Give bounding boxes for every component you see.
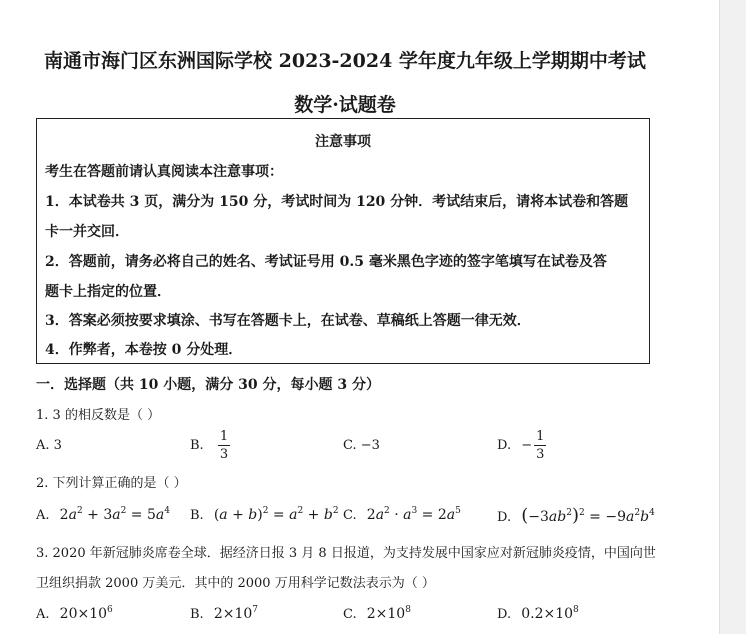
fraction: $\frac{1}{3}$: [536, 429, 545, 462]
notice-item-1a: 1．本试卷共 3 页，满分为 150 分，考试时间为 120 分钟．考试结束后，请将本试卷和答题: [45, 194, 629, 210]
q1-option-a: A. 3: [36, 438, 62, 453]
question-2-stem: 2. 下列计算正确的是（ ）: [36, 476, 187, 491]
exam-title: 南通市海门区东洲国际学校 2023-2024 学年度九年级上学期期中考试: [44, 50, 646, 72]
question-3-stem-line1: 3. 2020 年新冠肺炎席卷全球．据经济日报 3 月 8 日报道，为支持发展中国家应对新冠肺炎疫情，中国向世: [36, 546, 656, 561]
fraction: $\frac{1}{3}$: [219, 429, 229, 462]
notice-item-4: 4．作弊者，本卷按 0 分处理．: [45, 342, 243, 358]
q1-option-b: B. $\frac{1}{3}$: [190, 429, 229, 462]
q3-option-d: D. $0.2\times 10^8$: [497, 605, 579, 622]
q3-option-b: B. $2\times 10^7$: [190, 605, 259, 622]
question-3-stem-line2: 卫组织捐款 2000 万美元．其中的 2000 万用科学记数法表示为（ ）: [36, 576, 435, 591]
notice-item-1b: 卡一并交回．: [45, 224, 129, 240]
q2-option-b: B. $(a + b)^2 = a^2 + b^2$: [190, 506, 339, 523]
q1-option-c: C. −3: [343, 438, 380, 453]
notice-heading: 注意事项: [315, 134, 371, 150]
notice-item-2b: 题卡上指定的位置．: [45, 284, 171, 300]
q2-option-a: A. $2a^2 + 3a^2 = 5a^4$: [36, 506, 170, 523]
q2-option-c: C. $2a^2 \cdot a^3 = 2a^5$: [343, 506, 461, 523]
exam-subtitle: 数学·试题卷: [294, 94, 396, 116]
notice-intro: 考生在答题前请认真阅读本注意事项：: [45, 164, 283, 180]
q2-option-d: D. $(-3ab^2)^2 = -9a^2b^4$: [497, 505, 655, 526]
notice-item-3: 3．答案必须按要求填涂、书写在答题卡上，在试卷、草稿纸上答题一律无效．: [45, 313, 531, 329]
question-1-stem: 1. 3 的相反数是（ ）: [36, 408, 161, 423]
vertical-scrollbar[interactable]: [719, 0, 746, 634]
q3-option-a: A. $20\times 10^6$: [36, 605, 113, 622]
q3-option-c: C. $2\times 10^8$: [343, 605, 411, 622]
q1-option-d: D. − $\frac{1}{3}$: [497, 429, 545, 462]
notice-box: [36, 118, 650, 364]
section-heading: 一．选择题（共 10 小题，满分 30 分，每小题 3 分）: [36, 377, 380, 393]
notice-item-2a: 2．答题前，请务必将自己的姓名、考试证号用 0.5 毫米黑色字迹的签字笔填写在试卷及答: [45, 254, 607, 270]
